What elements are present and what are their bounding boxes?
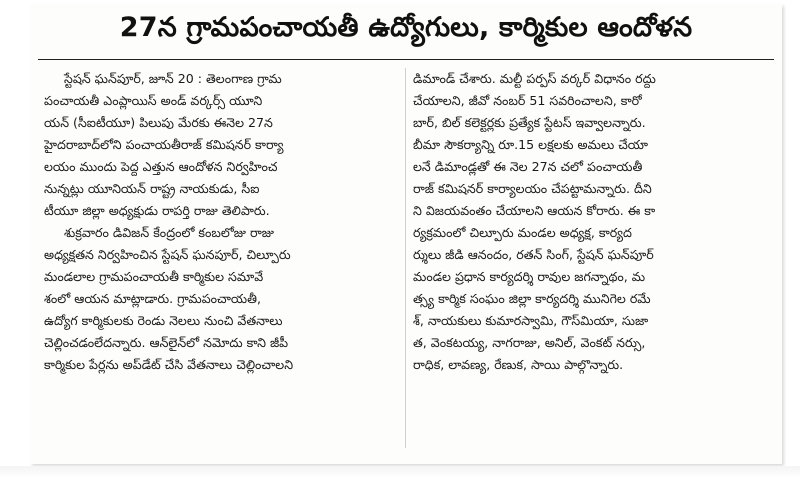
text-line: ర్యక్రమంలో చిల్పూరు మండల అధ్యక్ష, కార్యద <box>413 225 632 240</box>
text-line: అధ్యక్షతన నిర్వహించిన స్టేషన్ ఘనపూర్, చిల్పూరు <box>44 247 291 262</box>
text-line: శుక్రవారం డివిజన్ కేంద్రంలో కంబలోజు రాజు <box>64 225 274 240</box>
text-line: చెల్లించడంలేదన్నారు. ఆన్‌లైన్‌లో నమోదు కాని జీపీ <box>44 335 289 350</box>
text-line: శ్, నాయకులు కుమారస్వామి, గౌస్‌మియా, సుజా <box>413 313 649 328</box>
text-line: రాధిక, లావణ్య, రేణుక, సాయి పాల్గొన్నారు. <box>413 357 624 372</box>
text-line: ర్శులు జీడి ఆనందం, రతన్ సింగ్, స్టేషన్ ఘన్‌పూర్ <box>413 247 654 262</box>
text-line: స్టేషన్ ఘన్‌పూర్, జూన్ 20 : తెలంగాణ గ్రామ <box>64 71 282 86</box>
text-line: త, వెంకటయ్య, నాగరాజు, అనిల్, వెంకట్ నర్సు, <box>413 335 646 350</box>
text-line: చేయాలని, జీవో నంబర్ 51 సవరించాలని, కారో <box>413 93 642 108</box>
text-line: శంలో ఆయన మాట్లాడారు. గ్రామపంచాయతీ, <box>44 291 261 306</box>
text-line: మండలాల గ్రామపంచాయతీ కార్మికుల సమావే <box>44 269 264 284</box>
text-line: మండల ప్రధాన కార్యదర్శి రావుల జగన్నాథం, మ <box>413 269 646 284</box>
text-line: హైదరాబాద్‌లోని పంచాయతీరాజ్ కమిషనర్ కార్యా <box>44 137 284 152</box>
text-line: బార్, బిల్ కలెక్టర్లకు ప్రత్యేక స్టేటస్ ఇవ్వాలన్నారు. <box>413 115 646 130</box>
text-line: బీమా సౌకర్యాన్ని రూ.15 లక్షలకు అమలు చేయా <box>413 137 649 152</box>
text-line: లయం ముందు పెద్ద ఎత్తున ఆందోళన నిర్వహించ <box>44 159 278 174</box>
text-line: ఉద్యోగ కార్మికులకు రెండు నెలలు నుంచి వేతనాలు <box>44 313 283 328</box>
text-line: నున్నట్లు యూనియన్ రాష్ట్ర నాయకుడు, సీఐ <box>44 181 260 196</box>
column-divider <box>405 68 406 448</box>
text-line: ని విజయవంతం చేయాలని ఆయన కోరారు. ఈ కా <box>413 203 656 218</box>
text-line: యన్ (సీఐటీయూ) పిలుపు మేరకు ఈనెల 27న <box>44 115 273 130</box>
page-edge <box>0 466 800 478</box>
headline: 27న గ్రామపంచాయతీ ఉద్యోగులు, కార్మికుల ఆందోళన <box>119 12 693 43</box>
text-line: కార్మికుల పేర్లను అప్‌డేట్ చేసి వేతనాలు చెల్లించాలని <box>44 357 294 372</box>
headline-rule <box>38 59 774 60</box>
text-line: లనే డిమాండ్లతో ఈ నెల 27న చలో పంచాయతీ <box>413 159 643 174</box>
text-line: టీయూ జిల్లా అధ్యక్షుడు రాపర్తి రాజు తెలిపారు. <box>44 203 270 218</box>
article-column-right <box>413 68 768 376</box>
news-clipping <box>30 4 782 464</box>
text-line: డిమాండ్ చేశారు. మల్టీ పర్పస్ వర్కర్ విధానం రద్దు <box>413 71 656 86</box>
article-column-left <box>44 68 399 376</box>
text-line: రాజ్ కమిషనర్ కార్యాలయం చేపట్టామన్నారు. దీని <box>413 181 652 196</box>
text-line: త్స్య కార్మిక సంఘం జిల్లా కార్యదర్శి మునిగెల రమే <box>413 291 651 306</box>
text-line: పంచాయతీ ఎంప్లాయిస్ అండ్ వర్కర్స్ యూని <box>44 93 263 108</box>
